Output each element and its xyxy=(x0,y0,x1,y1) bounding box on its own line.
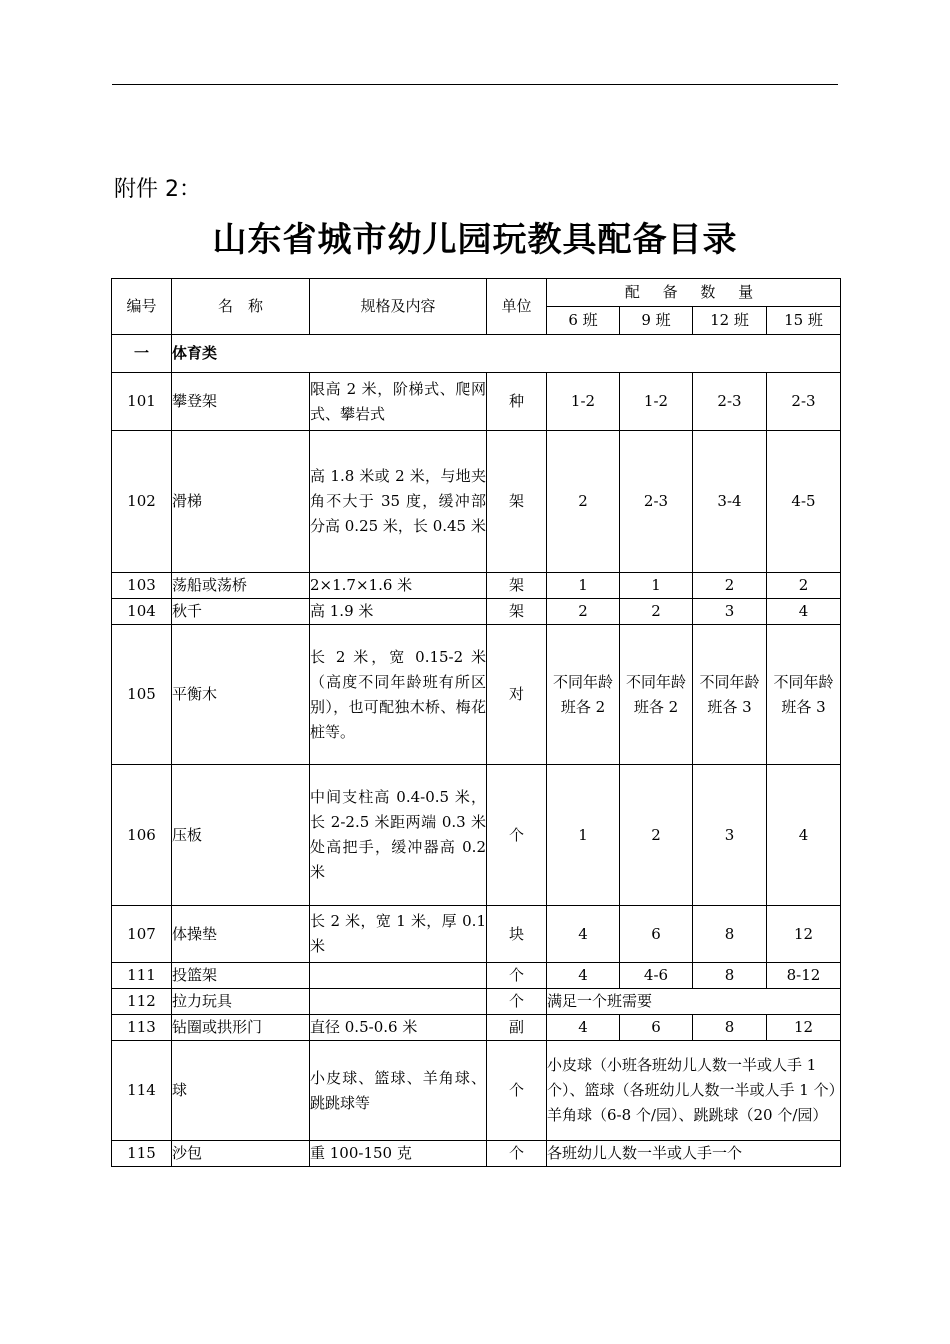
header-class-12: 12 班 xyxy=(693,307,767,335)
cell-qty-15: 12 xyxy=(767,906,841,963)
cell-spec: 限高 2 米，阶梯式、爬网式、攀岩式 xyxy=(310,373,487,431)
cell-qty-12: 2 xyxy=(693,573,767,599)
cell-qty-9: 2 xyxy=(620,599,693,625)
cell-qty-12: 3 xyxy=(693,599,767,625)
cell-name: 荡船或荡桥 xyxy=(172,573,310,599)
cell-qty-6: 1 xyxy=(547,573,620,599)
cell-unit: 对 xyxy=(487,625,547,765)
cell-spec: 长 2 米，宽 1 米，厚 0.1 米 xyxy=(310,906,487,963)
cell-spec xyxy=(310,989,487,1015)
cell-qty-12: 2-3 xyxy=(693,373,767,431)
cell-qty-12: 8 xyxy=(693,963,767,989)
cell-name: 体操垫 xyxy=(172,906,310,963)
cell-unit: 副 xyxy=(487,1015,547,1041)
header-row xyxy=(112,279,841,307)
cell-spec: 高 1.8 米或 2 米，与地夹角不大于 35 度，缓冲部分高 0.25 米，长 0.45 米 xyxy=(310,431,487,573)
cell-qty-15: 4 xyxy=(767,765,841,906)
cell-name: 攀登架 xyxy=(172,373,310,431)
header-rule xyxy=(112,84,838,85)
header-quantity: 配 备 数 量 xyxy=(547,279,841,307)
table-row xyxy=(112,625,841,765)
header-class-6: 6 班 xyxy=(547,307,620,335)
cell-id: 104 xyxy=(112,599,172,625)
table-row xyxy=(112,599,841,625)
cell-unit: 个 xyxy=(487,989,547,1015)
cell-qty-15: 4-5 xyxy=(767,431,841,573)
cell-id: 114 xyxy=(112,1041,172,1141)
cell-spec: 高 1.9 米 xyxy=(310,599,487,625)
table-row xyxy=(112,989,841,1015)
equipment-catalog-table xyxy=(111,278,841,1167)
cell-name: 压板 xyxy=(172,765,310,906)
section-id: 一 xyxy=(112,335,172,373)
table-row xyxy=(112,963,841,989)
table-row xyxy=(112,906,841,963)
cell-qty-9: 1 xyxy=(620,573,693,599)
cell-spec: 小皮球、篮球、羊角球、跳跳球等 xyxy=(310,1041,487,1141)
cell-qty-15: 不同年龄班各 3 xyxy=(767,625,841,765)
cell-qty-12: 8 xyxy=(693,906,767,963)
cell-spec: 2×1.7×1.6 米 xyxy=(310,573,487,599)
cell-qty-6: 2 xyxy=(547,599,620,625)
header-id: 编号 xyxy=(112,279,172,335)
header-name: 名 称 xyxy=(172,279,310,335)
cell-spec xyxy=(310,963,487,989)
cell-quantity-note: 小皮球（小班各班幼儿人数一半或人手 1 个）、篮球（各班幼儿人数一半或人手 1 个）羊角球（6-8 个/园）、跳跳球（20 个/园） xyxy=(547,1041,841,1141)
cell-unit: 架 xyxy=(487,599,547,625)
cell-name: 平衡木 xyxy=(172,625,310,765)
cell-unit: 块 xyxy=(487,906,547,963)
document-title: 山东省城市幼儿园玩教具配备目录 xyxy=(212,220,738,260)
cell-id: 102 xyxy=(112,431,172,573)
cell-qty-6: 不同年龄班各 2 xyxy=(547,625,620,765)
cell-qty-15: 2 xyxy=(767,573,841,599)
cell-qty-6: 2 xyxy=(547,431,620,573)
header-spec: 规格及内容 xyxy=(310,279,487,335)
cell-unit: 个 xyxy=(487,963,547,989)
cell-id: 103 xyxy=(112,573,172,599)
cell-qty-15: 8-12 xyxy=(767,963,841,989)
header-unit: 单位 xyxy=(487,279,547,335)
table-row xyxy=(112,373,841,431)
cell-qty-9: 6 xyxy=(620,906,693,963)
cell-qty-9: 2-3 xyxy=(620,431,693,573)
cell-qty-15: 12 xyxy=(767,1015,841,1041)
table-row xyxy=(112,765,841,906)
cell-spec: 中间支柱高 0.4-0.5 米，长 2-2.5 米距两端 0.3 米处高把手，缓冲器高 0.2 米 xyxy=(310,765,487,906)
cell-qty-6: 1 xyxy=(547,765,620,906)
cell-quantity-note: 满足一个班需要 xyxy=(547,989,841,1015)
cell-qty-12: 3 xyxy=(693,765,767,906)
cell-id: 111 xyxy=(112,963,172,989)
header-class-9: 9 班 xyxy=(620,307,693,335)
cell-spec: 直径 0.5-0.6 米 xyxy=(310,1015,487,1041)
cell-name: 沙包 xyxy=(172,1141,310,1167)
cell-quantity-note: 各班幼儿人数一半或人手一个 xyxy=(547,1141,841,1167)
table-row xyxy=(112,431,841,573)
cell-id: 106 xyxy=(112,765,172,906)
table-row xyxy=(112,1041,841,1141)
cell-name: 球 xyxy=(172,1041,310,1141)
cell-unit: 个 xyxy=(487,1041,547,1141)
cell-qty-12: 不同年龄班各 3 xyxy=(693,625,767,765)
cell-qty-6: 1-2 xyxy=(547,373,620,431)
cell-id: 105 xyxy=(112,625,172,765)
cell-name: 投篮架 xyxy=(172,963,310,989)
cell-unit: 架 xyxy=(487,573,547,599)
section-row xyxy=(112,335,841,373)
header-class-15: 15 班 xyxy=(767,307,841,335)
cell-id: 101 xyxy=(112,373,172,431)
cell-qty-15: 2-3 xyxy=(767,373,841,431)
cell-qty-6: 4 xyxy=(547,906,620,963)
cell-qty-12: 8 xyxy=(693,1015,767,1041)
cell-spec: 重 100-150 克 xyxy=(310,1141,487,1167)
cell-spec: 长 2 米，宽 0.15-2 米（高度不同年龄班有所区别），也可配独木桥、梅花桩等。 xyxy=(310,625,487,765)
cell-qty-9: 2 xyxy=(620,765,693,906)
cell-qty-6: 4 xyxy=(547,963,620,989)
table-row xyxy=(112,1015,841,1041)
cell-qty-6: 4 xyxy=(547,1015,620,1041)
cell-unit: 架 xyxy=(487,431,547,573)
cell-qty-12: 3-4 xyxy=(693,431,767,573)
cell-id: 107 xyxy=(112,906,172,963)
cell-name: 秋千 xyxy=(172,599,310,625)
cell-id: 115 xyxy=(112,1141,172,1167)
table-row xyxy=(112,573,841,599)
cell-unit: 个 xyxy=(487,765,547,906)
cell-qty-9: 6 xyxy=(620,1015,693,1041)
cell-qty-9: 1-2 xyxy=(620,373,693,431)
attachment-label: 附件 2： xyxy=(114,177,201,202)
section-name: 体育类 xyxy=(172,335,841,373)
cell-name: 拉力玩具 xyxy=(172,989,310,1015)
cell-qty-15: 4 xyxy=(767,599,841,625)
table-row xyxy=(112,1141,841,1167)
cell-name: 钻圈或拱形门 xyxy=(172,1015,310,1041)
cell-id: 113 xyxy=(112,1015,172,1041)
cell-qty-9: 4-6 xyxy=(620,963,693,989)
cell-unit: 个 xyxy=(487,1141,547,1167)
cell-id: 112 xyxy=(112,989,172,1015)
cell-name: 滑梯 xyxy=(172,431,310,573)
cell-unit: 种 xyxy=(487,373,547,431)
cell-qty-9: 不同年龄班各 2 xyxy=(620,625,693,765)
